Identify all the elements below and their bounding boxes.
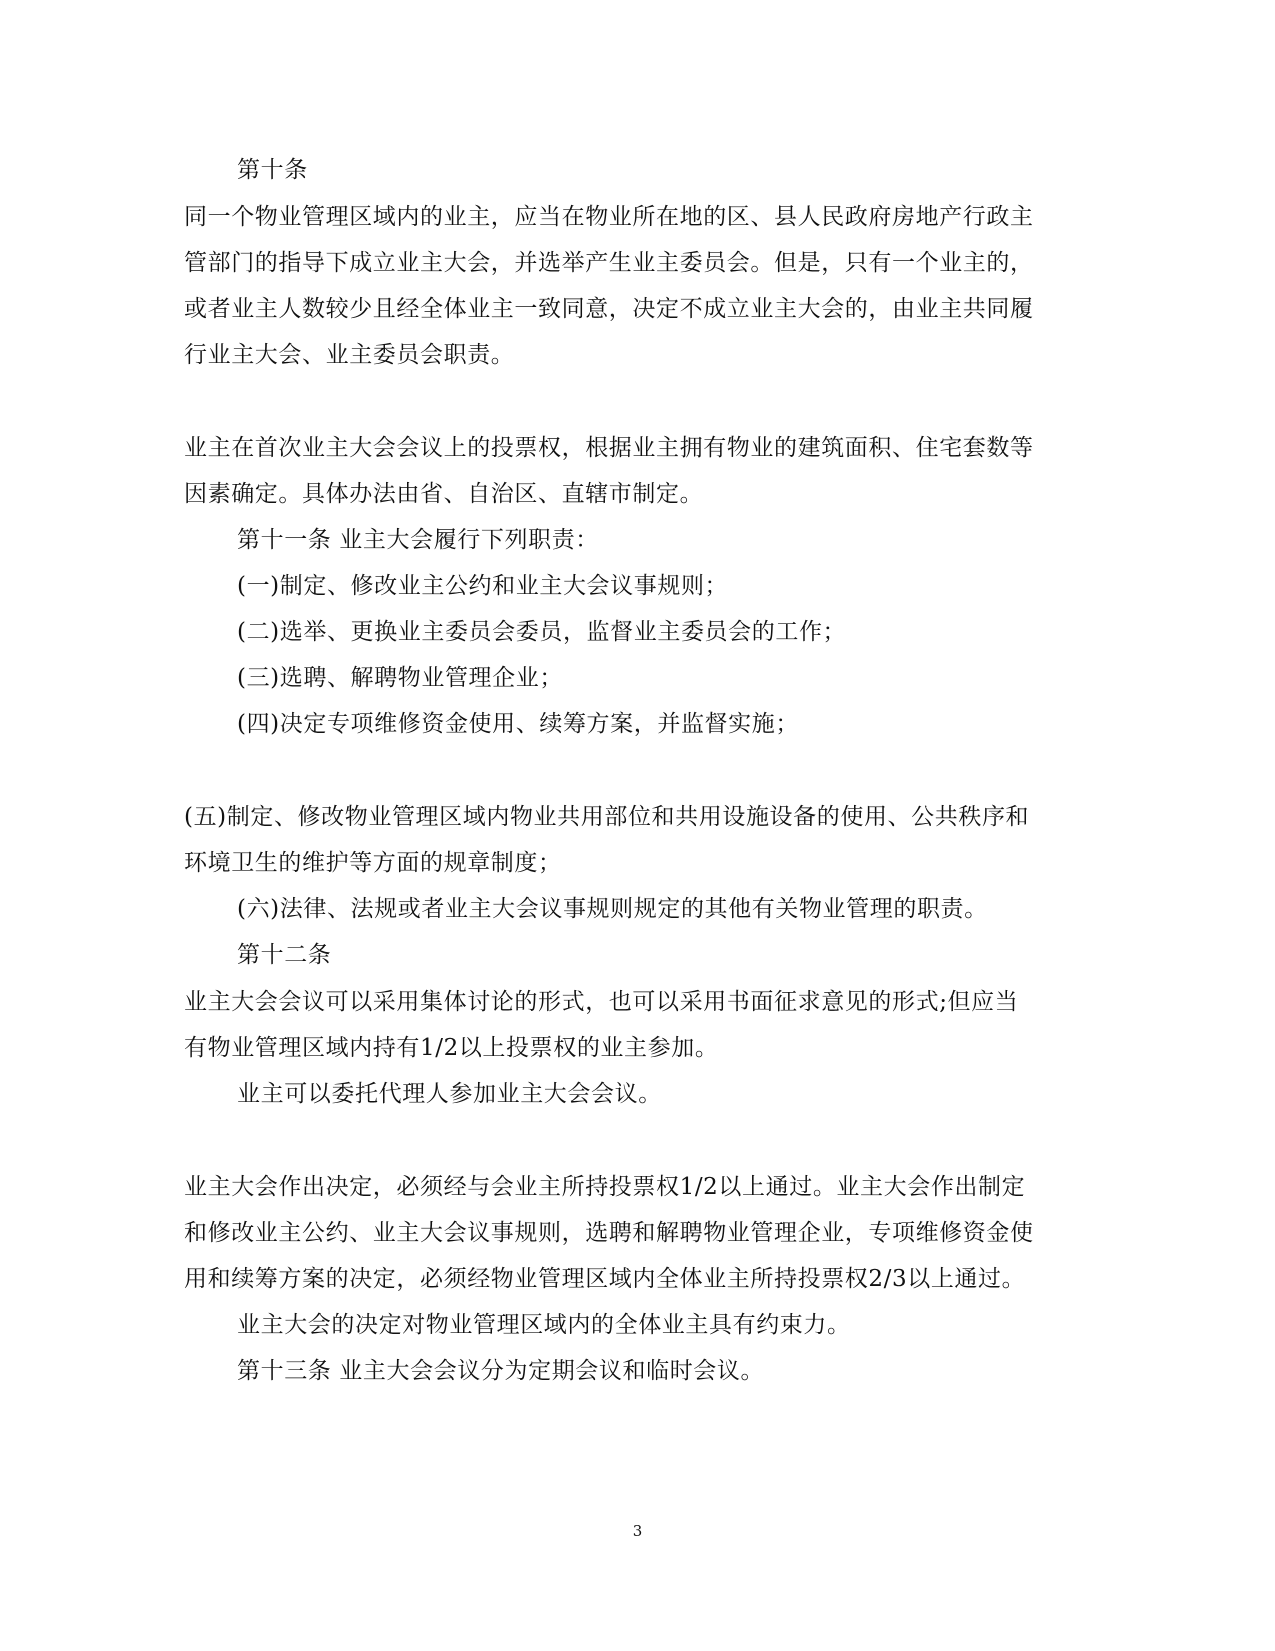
paragraph-line: 行业主大会、业主委员会职责。 (184, 342, 515, 368)
paragraph-line: 业主大会会议可以采用集体讨论的形式，也可以采用书面征求意见的形式;但应当 (184, 989, 1019, 1015)
paragraph-line: 业主可以委托代理人参加业主大会会议。 (237, 1081, 662, 1107)
paragraph-line: 业主大会的决定对物业管理区域内的全体业主具有约束力。 (237, 1312, 851, 1338)
list-item: (六)法律、法规或者业主大会议事规则规定的其他有关物业管理的职责。 (237, 896, 988, 922)
paragraph-line: 或者业主人数较少且经全体业主一致同意，决定不成立业主大会的，由业主共同履 (184, 296, 1034, 322)
paragraph-line: 环境卫生的维护等方面的规章制度； (184, 850, 562, 876)
list-item: (二)选举、更换业主委员会委员，监督业主委员会的工作； (237, 619, 847, 645)
paragraph-line: 同一个物业管理区域内的业主，应当在物业所在地的区、县人民政府房地产行政主 (184, 204, 1034, 230)
paragraph-line: 管部门的指导下成立业主大会，并选举产生业主委员会。但是，只有一个业主的， (184, 250, 1034, 276)
page-number: 3 (632, 1522, 643, 1540)
list-item: (五)制定、修改物业管理区域内物业共用部位和共用设施设备的使用、公共秩序和 (184, 804, 1030, 830)
paragraph-line: 有物业管理区域内持有1/2以上投票权的业主参加。 (184, 1035, 719, 1061)
list-item: (一)制定、修改业主公约和业主大会议事规则； (237, 573, 729, 599)
paragraph-line: 因素确定。具体办法由省、自治区、直辖市制定。 (184, 481, 704, 507)
article-10-heading: 第十条 (237, 157, 308, 183)
list-item: (三)选聘、解聘物业管理企业； (237, 665, 563, 691)
paragraph-line: 和修改业主公约、业主大会议事规则，选聘和解聘物业管理企业，专项维修资金使 (184, 1220, 1034, 1246)
paragraph-line: 用和续筹方案的决定，必须经物业管理区域内全体业主所持投票权2/3以上通过。 (184, 1266, 1026, 1292)
article-11-heading: 第十一条 业主大会履行下列职责： (237, 527, 599, 553)
list-item: (四)决定专项维修资金使用、续筹方案，并监督实施； (237, 711, 799, 737)
paragraph-line: 业主大会作出决定，必须经与会业主所持投票权1/2以上通过。业主大会作出制定 (184, 1174, 1026, 1200)
article-12-heading: 第十二条 (237, 942, 332, 968)
article-13-heading: 第十三条 业主大会会议分为定期会议和临时会议。 (237, 1358, 765, 1384)
paragraph-line: 业主在首次业主大会会议上的投票权，根据业主拥有物业的建筑面积、住宅套数等 (184, 435, 1034, 461)
